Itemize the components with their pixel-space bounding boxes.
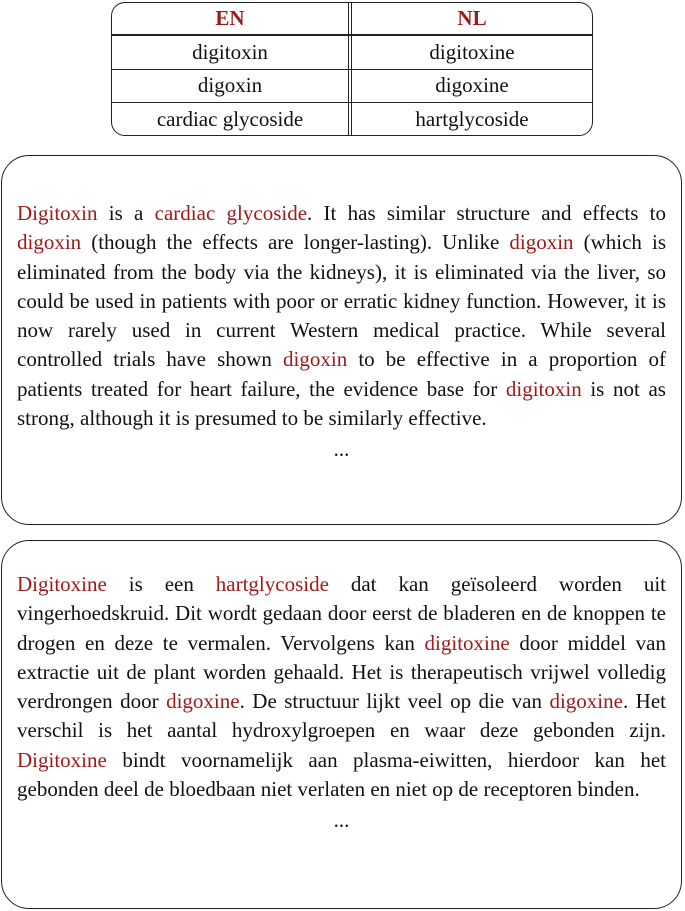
english-paragraph [17,199,666,433]
text-segment: . Het verschil is het aantal hydroxylgroepen en waar deze gebonden zijn. [17,689,666,743]
highlighted-term: digoxin [509,230,574,255]
text-segment: (though the effects are longer-lasting). Unlike [81,230,510,255]
text-segment: is a [97,201,155,225]
table-cell-nl: digoxine [435,73,509,98]
text-segment: bindt voornamelijk aan plasma-eiwitten, hierdoor kan het gebonden deel de bloedbaan niet verlaten en niet op de receptoren binden. [17,747,666,802]
text-segment: . It has similar structure and effects to [307,201,667,225]
dutch-paragraph [17,570,666,804]
text-segment: is not as strong, although it is presumed to be similarly effective. [17,376,666,431]
table-cell-en: digoxin [112,70,352,103]
table-row [112,70,592,104]
table-cell-nl: hartglycoside [415,107,529,132]
english-text-box [1,155,682,525]
text-segment: (which is eliminated from the body via the kidneys), it is eliminated via the liver, so could be used in patients with poor or erratic kidney function. However, it is now rarely used in current Western medical practice. While several controlled trials have shown [17,230,666,372]
highlighted-term: digitoxin [505,376,582,401]
table-cell-en: cardiac glycoside [112,103,352,136]
highlighted-term: digoxin [17,230,82,255]
highlighted-term: digoxin [283,347,348,372]
highlighted-term: digoxine [166,689,240,714]
table-header-row [112,3,592,36]
highlighted-term: Digitoxin [17,201,98,225]
dutch-ellipsis: ... [333,808,350,833]
text-segment: dat kan geïsoleerd worden uit vingerhoedskruid. Dit wordt gedaan door eerst de bladeren en de knoppen te drogen en deze te vermalen. Vervolgens kan [17,572,667,655]
table-row [112,36,592,70]
table-row [112,103,592,136]
text-segment: . De structuur lijkt veel op die van [239,689,550,714]
term-table [111,2,593,136]
table-cell-nl: digitoxine [429,39,515,64]
dutch-text-box [1,540,682,909]
highlighted-term: digoxine [549,689,623,714]
highlighted-term: digitoxine [424,630,510,655]
header-en: EN [112,3,352,34]
text-segment: to be effective in a proportion of patients treated for heart failure, the evidence base for [17,347,666,401]
highlighted-term: cardiac glycoside [154,201,308,225]
text-segment: is een [106,572,216,596]
highlighted-term: hartglycoside [215,572,329,596]
highlighted-term: Digitoxine [17,747,107,772]
highlighted-term: Digitoxine [17,572,107,596]
header-nl: NL [457,6,487,30]
text-segment: door middel van extractie uit de plant worden gehaald. Het is therapeutisch vrijwel volledig verdrongen door [17,630,666,714]
table-cell-en: digitoxin [112,36,352,69]
english-ellipsis: ... [333,437,350,462]
